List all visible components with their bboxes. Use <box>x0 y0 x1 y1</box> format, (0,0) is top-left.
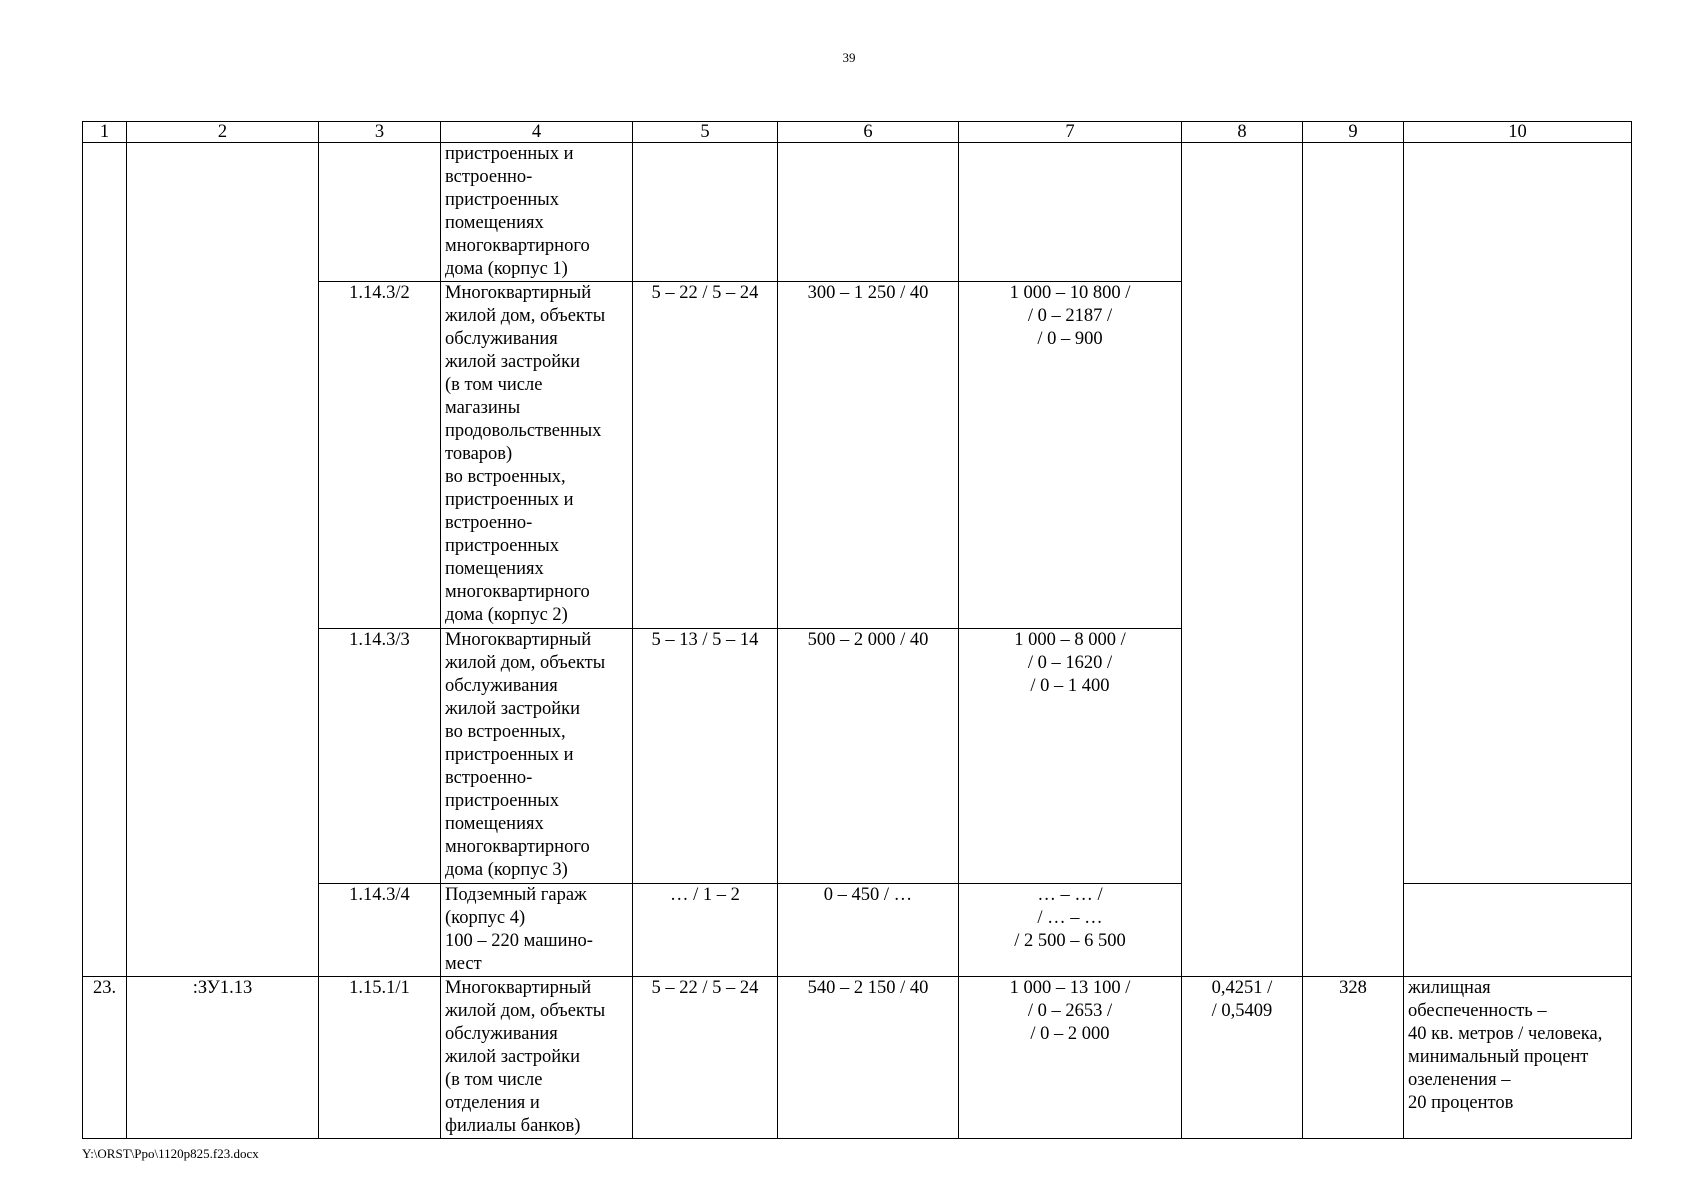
cell-floors: 5 – 13 / 5 – 14 <box>633 629 778 884</box>
cell-code: 1.14.3/4 <box>319 884 441 977</box>
column-number: 7 <box>959 122 1182 143</box>
cell-area: 1 000 – 10 800 / / 0 – 2187 / / 0 – 900 <box>959 282 1182 629</box>
cell-number: 23. <box>83 977 127 1139</box>
cell-floors: … / 1 – 2 <box>633 884 778 977</box>
cell-code: 1.15.1/1 <box>319 977 441 1139</box>
cell-floors <box>633 143 778 282</box>
cell-count: 328 <box>1303 977 1404 1139</box>
cell-area: 1 000 – 13 100 / / 0 – 2653 / / 0 – 2 000 <box>959 977 1182 1139</box>
column-number: 2 <box>127 122 319 143</box>
cell-count <box>1303 143 1404 977</box>
column-number: 9 <box>1303 122 1404 143</box>
cell-notes <box>1404 143 1632 884</box>
cell-coefficient <box>1182 143 1303 977</box>
cell-number <box>83 143 127 977</box>
cell-height: 0 – 450 / … <box>778 884 959 977</box>
cell-floors: 5 – 22 / 5 – 24 <box>633 977 778 1139</box>
cell-area <box>959 143 1182 282</box>
table-row <box>83 977 1632 1139</box>
cell-code <box>319 143 441 282</box>
cell-notes <box>1404 884 1632 977</box>
cell-height: 540 – 2 150 / 40 <box>778 977 959 1139</box>
column-number: 8 <box>1182 122 1303 143</box>
cell-code: 1.14.3/2 <box>319 282 441 629</box>
cell-floors: 5 – 22 / 5 – 24 <box>633 282 778 629</box>
cell-description: Многоквартирный жилой дом, объекты обслуживания жилой застройки (в том числе магазины продовольственных товаров) во встроенных, пристроенных и встроенно- пристроенных помещениях многоквартирного дома (корпус 2) <box>441 282 633 629</box>
document-table <box>82 121 1632 1139</box>
column-number: 4 <box>441 122 633 143</box>
column-number: 10 <box>1404 122 1632 143</box>
cell-code: 1.14.3/3 <box>319 629 441 884</box>
cell-coefficient: 0,4251 / / 0,5409 <box>1182 977 1303 1139</box>
cell-parcel: :ЗУ1.13 <box>127 977 319 1139</box>
cell-height <box>778 143 959 282</box>
column-number: 5 <box>633 122 778 143</box>
cell-area: 1 000 – 8 000 / / 0 – 1620 / / 0 – 1 400 <box>959 629 1182 884</box>
cell-description: Подземный гараж (корпус 4) 100 – 220 машино- мест <box>441 884 633 977</box>
cell-description: пристроенных и встроенно- пристроенных помещениях многоквартирного дома (корпус 1) <box>441 143 633 282</box>
cell-height: 500 – 2 000 / 40 <box>778 629 959 884</box>
cell-description: Многоквартирный жилой дом, объекты обслуживания жилой застройки (в том числе отделения и филиалы банков) <box>441 977 633 1139</box>
column-number: 1 <box>83 122 127 143</box>
cell-description: Многоквартирный жилой дом, объекты обслуживания жилой застройки во встроенных, пристроенных и встроенно- пристроенных помещениях многоквартирного дома (корпус 3) <box>441 629 633 884</box>
cell-area: … – … / / … – … / 2 500 – 6 500 <box>959 884 1182 977</box>
cell-height: 300 – 1 250 / 40 <box>778 282 959 629</box>
cell-notes: жилищная обеспеченность – 40 кв. метров / человека, минимальный процент озеленения – 20 процентов <box>1404 977 1632 1139</box>
page-number: 39 <box>842 50 856 65</box>
table-row <box>83 143 1632 282</box>
footer-file-path: Y:\ORST\Ppo\1120p825.f23.docx <box>82 1146 259 1161</box>
column-number: 3 <box>319 122 441 143</box>
table-header-row <box>83 122 1632 143</box>
column-number: 6 <box>778 122 959 143</box>
cell-parcel <box>127 143 319 977</box>
